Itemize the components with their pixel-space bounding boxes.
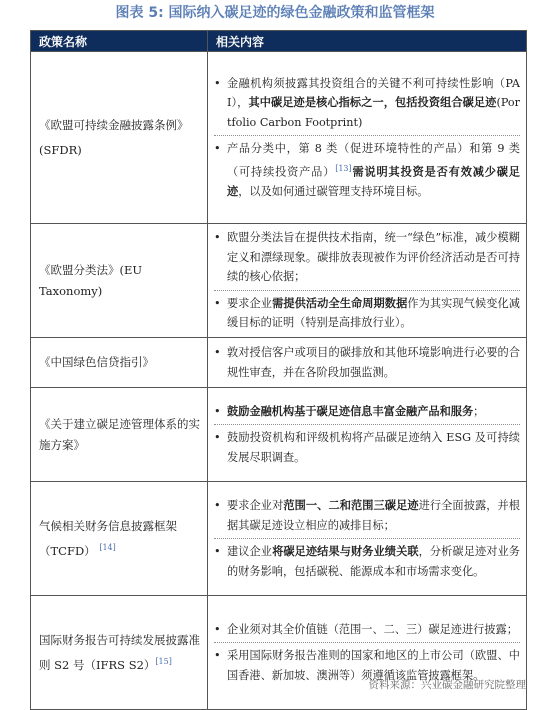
policy-name-cell [31, 388, 208, 482]
bullet-icon: • [214, 404, 221, 418]
list-item [214, 343, 520, 382]
bullet-icon: • [214, 142, 221, 156]
content-cell [208, 338, 527, 388]
content-cell [208, 52, 527, 224]
content-cell [208, 388, 527, 482]
bullet-text: 敦对授信客户或项目的碳排放和其他环境影响进行必要的合规性审查，并在各阶段加强监测。 [227, 346, 520, 379]
figure-title: 图表 5: 国际纳入碳足迹的绿色金融政策和监管框架 [115, 5, 435, 21]
list-item [214, 538, 520, 581]
policy-name-cell [31, 596, 208, 710]
policy-name-cell [31, 52, 208, 224]
policy-name: 《中国绿色信贷指引》 [39, 355, 154, 369]
bullet-text: 欧盟分类法旨在提供技术指南，统一“绿色”标准，减少模糊定义和漂绿现象。碳排放表现被作为评价经济活动是否可持续的核心依据； [227, 231, 520, 284]
list-item [214, 74, 520, 133]
bullet-bold-text: 将碳足迹结果与财务业绩关联 [272, 544, 419, 558]
policy-name: 《欧盟分类法》(EU Taxonomy) [39, 262, 143, 298]
table-row [31, 596, 527, 710]
footnote-ref: [14] [99, 542, 116, 552]
bullet-text: (Portfolio Carbon Footprint) [227, 96, 520, 129]
source-note: 资料来源：兴业碳金融研究院整理 [368, 679, 526, 691]
table-row [31, 338, 527, 388]
content-cell [208, 482, 527, 596]
bullet-bold-text: 需提供活动全生命周期数据 [272, 295, 408, 310]
policy-name-cell [31, 482, 208, 596]
bullet-icon: • [214, 346, 221, 359]
bullet-icon: • [214, 499, 221, 512]
list-item [214, 290, 520, 333]
bullet-icon: • [214, 622, 221, 636]
policy-name: 国际财务报告可持续发展披露准则 S2 号（IFRS S2） [39, 632, 200, 672]
table-row [31, 482, 527, 596]
policy-name: 气候相关财务信息披露框架（TCFD） [39, 518, 177, 558]
bullet-text: ，以及如何通过碳管理支持环境目标。 [238, 184, 429, 198]
table-header-row [31, 31, 527, 52]
bullet-text: 作为其实现气候变化减缓目标的证明（特别是高排放行业）。 [227, 296, 520, 330]
bullet-text: ； [473, 404, 485, 418]
bullet-icon: • [214, 649, 221, 663]
bullet-icon: • [214, 431, 221, 445]
footnote-ref: [13] [335, 163, 352, 173]
bullet-text: 建议企业 [227, 545, 273, 558]
bullet-text: 鼓励投资机构和评级机构将产品碳足迹纳入 ESG 及可持续发展尽职调查。 [227, 431, 520, 464]
bullet-bold-text: 需说明其投资是否有效减少碳足迹 [227, 164, 520, 198]
content-cell [208, 224, 527, 338]
bullet-icon: • [214, 76, 221, 90]
bullet-bold-text: 其中碳足迹是核心指标之一，包括投资组合碳足迹 [248, 95, 497, 110]
bullet-text: 进行全面披露，并根据其碳足迹设立相应的减排目标； [227, 499, 520, 532]
bullet-text: 要求企业对 [227, 499, 284, 512]
policy-name-cell [31, 338, 208, 388]
policy-name-cell [31, 224, 208, 338]
policy-table [30, 30, 527, 710]
bullet-text: 采用国际财务报告准则的国家和地区的上市公司（欧盟、中国香港、新加坡、澳洲等）须遵循该监管披露框架。 [227, 649, 520, 682]
bullet-icon: • [214, 296, 221, 310]
bullet-bold-text: 鼓励金融机构基于碳足迹信息丰富金融产品和服务 [227, 403, 474, 418]
bullet-icon: • [214, 231, 221, 245]
table-row [31, 52, 527, 224]
footnote-ref: [15] [155, 656, 172, 666]
bullet-text: 金融机构须披露其投资组合的关键不利可持续性影响（PAI）， [227, 76, 520, 110]
table-row [31, 388, 527, 482]
policy-name: 《欧盟可持续金融披露条例》(SFDR) [39, 117, 189, 157]
header-related-content: 相关内容 [208, 31, 527, 52]
bullet-bold-text: 范围一、二和范围三碳足迹 [283, 498, 419, 512]
bullet-text: 要求企业 [227, 296, 273, 310]
header-policy-name: 政策名称 [31, 31, 208, 52]
list-item [214, 402, 520, 422]
list-item [214, 135, 520, 201]
policy-name: 《关于建立碳足迹管理体系的实施方案》 [39, 416, 200, 452]
list-item [214, 496, 520, 535]
table-row [31, 224, 527, 338]
bullet-text: 产品分类中，第 8 类（促进环境特性的产品）和第 9 类（可持续投资产品） [227, 142, 520, 179]
bullet-icon: • [214, 545, 221, 558]
bullet-text: 企业须对其全价值链（范围一、二、三）碳足迹进行披露； [227, 622, 518, 636]
list-item [214, 424, 520, 467]
content-cell [208, 596, 527, 710]
list-item [214, 620, 520, 640]
list-item [214, 228, 520, 287]
bullet-text: ，分析碳足迹对业务的财务影响，包括碳税、能源成本和市场需求变化。 [227, 545, 520, 578]
